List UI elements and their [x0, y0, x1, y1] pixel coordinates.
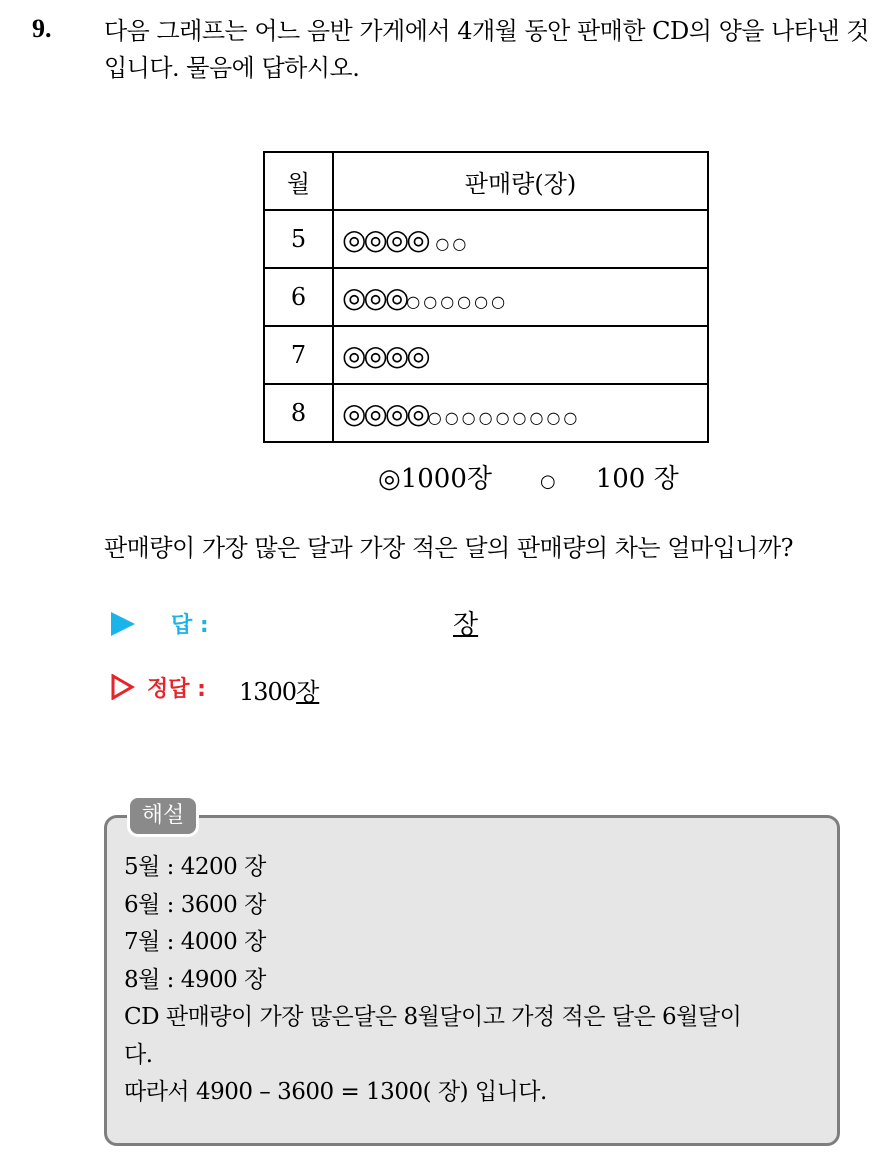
small-circles: ○○○○○○ [406, 291, 509, 311]
row-symbols [333, 268, 708, 326]
header-month: 월 [264, 152, 333, 210]
legend-small-symbol: ○ [539, 471, 556, 492]
explanation-line: 따라서 4900 – 3600 = 1300( 장) 입니다. [124, 1079, 547, 1105]
big-circles: ◎◎◎ [342, 280, 407, 314]
pictograph-table [263, 151, 709, 443]
big-circles: ◎◎◎◎ [342, 338, 428, 372]
correct-answer-value [239, 672, 319, 707]
explanation-line: 다. [124, 1041, 153, 1068]
big-circles: ◎◎◎◎ [342, 396, 428, 430]
row-month: 8 [264, 384, 333, 442]
explanation-line: 7월 : 4000 장 [124, 929, 266, 955]
outline-triangle-icon [111, 674, 135, 700]
table-row [264, 326, 708, 384]
answer-unit: 장 [453, 610, 479, 640]
explanation-line: CD 판매량이 가장 많은달은 8월달이고 가정 적은 달은 6월달이 [124, 1004, 742, 1030]
explanation-line: 6월 : 3600 장 [124, 891, 266, 918]
explanation-tab: 해설 [127, 795, 199, 837]
legend-small-value: 100 장 [595, 464, 679, 494]
table-row [264, 384, 708, 442]
row-month: 6 [264, 268, 333, 326]
small-circles: ○○ [435, 233, 470, 253]
big-circles: ◎◎◎◎ [342, 222, 428, 256]
table-row [264, 268, 708, 326]
explanation-text [124, 849, 834, 1112]
correct-answer-label: 정답 : [147, 677, 206, 702]
explanation-line: 5월 : 4200 장 [124, 854, 266, 880]
small-circles: ○○○○○○○○○ [427, 407, 581, 427]
row-symbols [333, 210, 708, 268]
explanation-line: 8월 : 4900 장 [124, 966, 266, 993]
row-symbols [333, 384, 708, 442]
correct-number: 1300 [239, 678, 297, 706]
header-sales: 판매량(장) [333, 152, 708, 210]
correct-unit: 장 [296, 678, 320, 706]
answer-label: 답 : [171, 613, 209, 638]
legend [378, 458, 679, 495]
table-header-row [264, 152, 708, 210]
legend-big-value: 1000장 [400, 464, 492, 494]
question-number: 9. [32, 14, 52, 43]
row-symbols [333, 326, 708, 384]
legend-big-symbol: ◎ [378, 464, 401, 494]
question-prompt: 판매량이 가장 많은 달과 가장 적은 달의 판매량의 차는 얼마입니까? [104, 534, 793, 562]
filled-triangle-icon [111, 612, 135, 636]
question-text: 다음 그래프는 어느 음반 가게에서 4개월 동안 판매한 CD의 양을 나타낸 것입니다. 물음에 답하시오. [104, 17, 869, 82]
row-month: 5 [264, 210, 333, 268]
row-month: 7 [264, 326, 333, 384]
table-row [264, 210, 708, 268]
